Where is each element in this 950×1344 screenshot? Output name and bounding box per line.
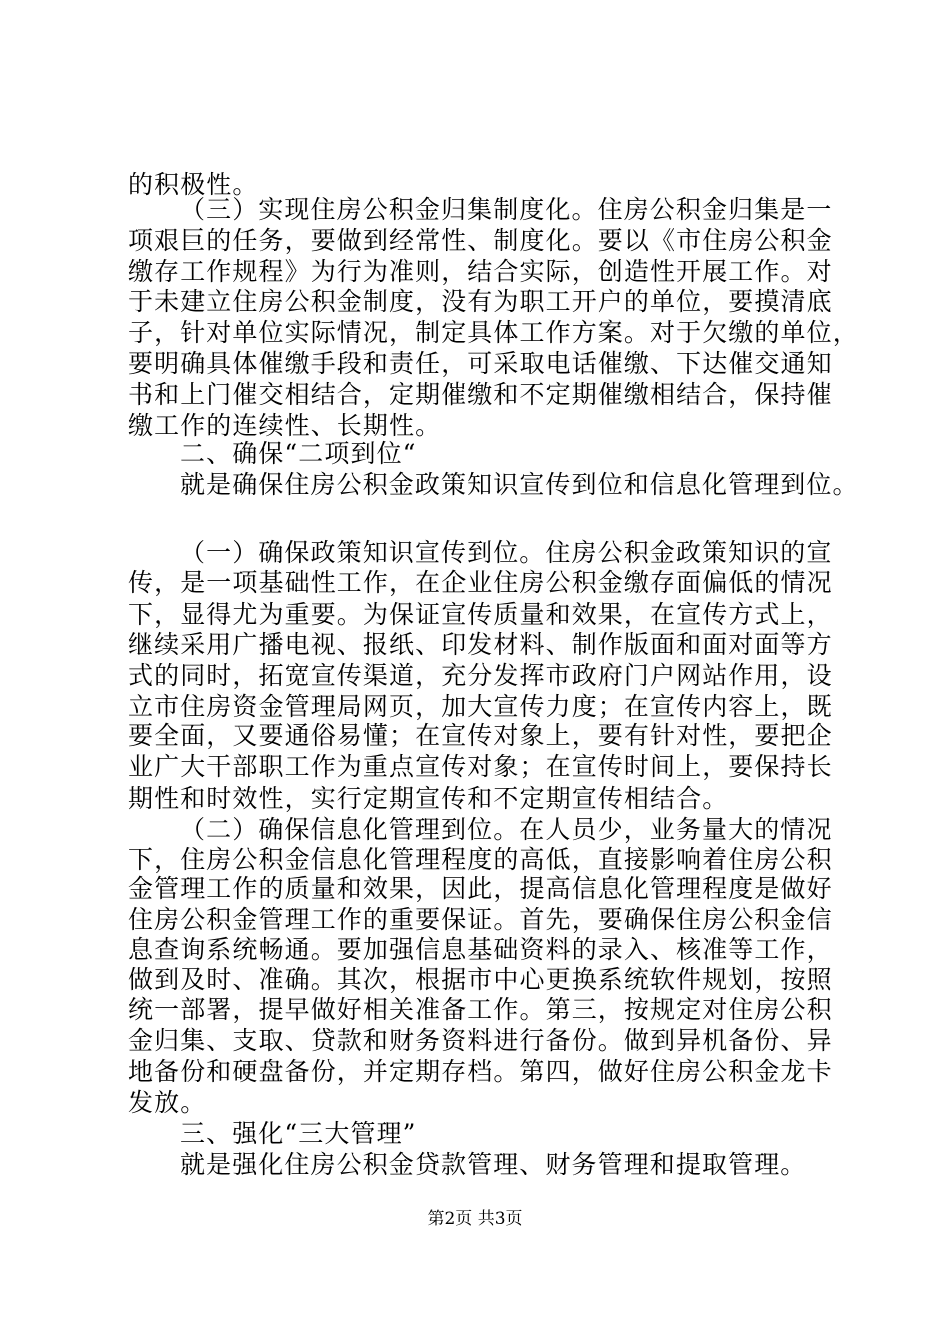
text-line: 式的同时，拓宽宣传渠道，充分发挥市政府门户网站作用，设 <box>128 661 833 690</box>
text-line: 的积极性。 <box>128 170 259 199</box>
text-line: 继续采用广播电视、报纸、印发材料、制作版面和面对面等方 <box>128 630 833 659</box>
text-line: 缴工作的连续性、长期性。 <box>128 411 442 440</box>
section-heading: 二、确保“二项到位“ <box>180 439 417 468</box>
page-footer <box>0 1208 950 1230</box>
text-line: 业广大干部职工作为重点宣传对象；在宣传时间上，要保持长 <box>128 752 833 781</box>
section-heading: 三、强化“三大管理” <box>180 1119 417 1148</box>
text-line: 住房公积金管理工作的重要保证。首先，要确保住房公积金信 <box>128 905 833 934</box>
text-line: 期性和时效性，实行定期宣传和不定期宣传相结合。 <box>128 784 729 813</box>
text-line: 下，住房公积金信息化管理程度的高低，直接影响着住房公积 <box>128 845 833 874</box>
text-line: 传，是一项基础性工作，在企业住房公积金缴存面偏低的情况 <box>128 568 833 597</box>
text-line: 要全面，又要通俗易懂；在宣传对象上，要有针对性，要把企 <box>128 721 833 750</box>
text-line: 金归集、支取、贷款和财务资料进行备份。做到异机备份、异 <box>128 1026 833 1055</box>
text-line: 于未建立住房公积金制度，没有为职工开户的单位，要摸清底 <box>128 287 833 316</box>
text-line: 项艰巨的任务，要做到经常性、制度化。要以《市住房公积金 <box>128 226 833 255</box>
text-line: 就是强化住房公积金贷款管理、财务管理和提取管理。 <box>180 1150 807 1179</box>
text-line: 缴存工作规程》为行为准则，结合实际，创造性开展工作。对 <box>128 257 833 286</box>
page-number-label: 第2页 共3页 <box>427 1209 523 1229</box>
text-line: 统一部署，提早做好相关准备工作。第三，按规定对住房公积 <box>128 995 833 1024</box>
paragraph-heading: （二）确保信息化管理到位。在人员少，业务量大的情况 <box>180 815 833 844</box>
text-line: 息查询系统畅通。要加强信息基础资料的录入、核准等工作， <box>128 935 833 964</box>
text-line: 地备份和硬盘备份，并定期存档。第四，做好住房公积金龙卡 <box>128 1057 833 1086</box>
paragraph-heading: （一）确保政策知识宣传到位。住房公积金政策知识的宣 <box>180 538 833 567</box>
text-line: 发放。 <box>128 1088 207 1117</box>
paragraph-heading: （三）实现住房公积金归集制度化。住房公积金归集是一 <box>180 195 833 224</box>
text-line: 书和上门催交相结合，定期催缴和不定期催缴相结合，保持催 <box>128 380 833 409</box>
text-line: 立市住房资金管理局网页，加大宣传力度；在宣传内容上，既 <box>128 692 833 721</box>
text-line: 子，针对单位实际情况，制定具体工作方案。对于欠缴的单位， <box>128 318 859 347</box>
text-line: 金管理工作的质量和效果，因此，提高信息化管理程度是做好 <box>128 874 833 903</box>
text-line: 就是确保住房公积金政策知识宣传到位和信息化管理到位。 <box>180 470 859 499</box>
text-line: 要明确具体催缴手段和责任，可采取电话催缴、下达催交通知 <box>128 349 833 378</box>
text-line: 下，显得尤为重要。为保证宣传质量和效果，在宣传方式上， <box>128 600 833 629</box>
text-line: 做到及时、准确。其次，根据市中心更换系统软件规划，按照 <box>128 965 833 994</box>
